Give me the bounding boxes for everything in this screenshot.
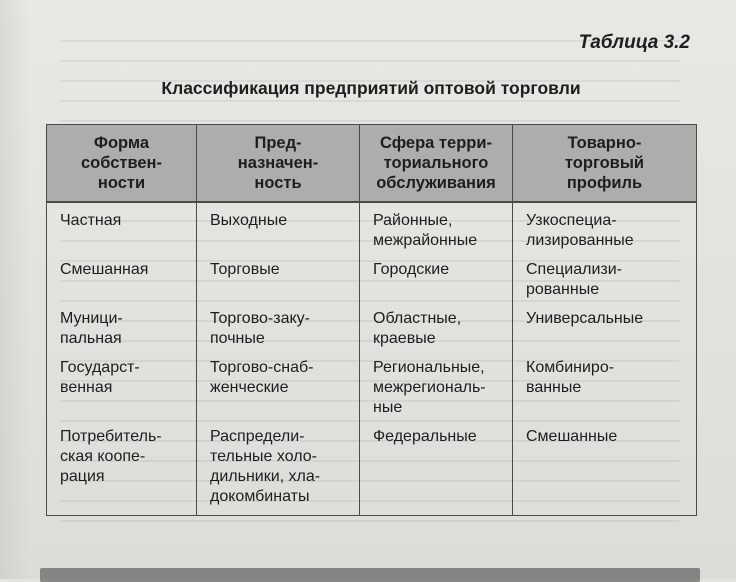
header-ownership (47, 125, 197, 203)
cell-line: Региональные, (373, 359, 485, 376)
header-service-area (360, 125, 513, 203)
header-line: Пред- (254, 134, 302, 152)
cell-line: Узкоспециа- (526, 212, 617, 229)
header-line: ториального (383, 154, 489, 172)
cut-off-text-line (40, 568, 700, 582)
cell-line: Смешанная (60, 261, 149, 278)
table-cell (47, 304, 197, 353)
cell-line: Районные, (373, 212, 453, 229)
table-cell (513, 255, 697, 304)
table-row (47, 202, 697, 255)
cell-line: Распредели- (210, 428, 305, 445)
header-line: ность (254, 174, 302, 192)
cell-line: Государст- (60, 359, 140, 376)
table-row (47, 422, 697, 516)
cell-line: межрегиональ- (373, 379, 486, 396)
classification-table (46, 124, 697, 516)
cell-line: рация (60, 468, 105, 485)
cell-line: Областные, (373, 310, 462, 327)
table-row (47, 304, 697, 353)
header-product-profile (513, 125, 697, 203)
cell-line: докомбинаты (210, 488, 310, 505)
header-row (47, 125, 697, 203)
cell-line: почные (210, 330, 265, 347)
header-line: торговый (564, 154, 645, 172)
cell-line: Городские (373, 261, 450, 278)
cell-line: пальная (60, 330, 122, 347)
cell-line: Смешанные (526, 428, 618, 445)
table-cell (47, 422, 197, 516)
cell-line: Универсальные (526, 310, 644, 327)
cell-line: ская коопе- (60, 448, 146, 465)
cell-line: рованные (526, 281, 600, 298)
header-line: Форма (93, 134, 150, 152)
table-title: Классификация предприятий оптовой торговли (161, 78, 581, 98)
cell-line: ные (373, 399, 403, 416)
table-cell (197, 422, 360, 516)
cell-line: ванные (526, 379, 582, 396)
table-cell (197, 304, 360, 353)
cell-line: женческие (210, 379, 289, 396)
cell-line: межрайонные (373, 232, 478, 249)
table-cell (513, 202, 697, 255)
table-cell (197, 353, 360, 422)
table-cell (513, 304, 697, 353)
header-line: обслуживания (376, 174, 496, 192)
table-cell (47, 255, 197, 304)
cell-line: лизированные (526, 232, 634, 249)
table-cell (197, 255, 360, 304)
table-cell (360, 255, 513, 304)
table-cell (513, 353, 697, 422)
table-cell (360, 304, 513, 353)
cell-line: тельные холо- (210, 448, 317, 465)
cell-line: Торговые (210, 261, 280, 278)
header-purpose (197, 125, 360, 203)
cell-line: Частная (60, 212, 122, 229)
table-cell (47, 202, 197, 255)
header-line: собствен- (80, 154, 163, 172)
cell-line: венная (60, 379, 113, 396)
table-cell (360, 353, 513, 422)
table-cell (513, 422, 697, 516)
table-row (47, 353, 697, 422)
cell-line: краевые (373, 330, 436, 347)
cell-line: Выходные (210, 212, 288, 229)
header-line: назначен- (237, 154, 319, 172)
cell-line: Комбиниро- (526, 359, 615, 376)
cell-line: Муници- (60, 310, 123, 327)
header-line: ности (97, 174, 146, 192)
cell-line: Торгово-снаб- (210, 359, 314, 376)
cell-line: Специализи- (526, 261, 622, 278)
header-line: профиль (566, 174, 643, 192)
table-cell (360, 202, 513, 255)
cell-line: Потребитель- (60, 428, 162, 445)
table-cell (47, 353, 197, 422)
table-caption: Таблица 3.2 (578, 32, 690, 53)
cell-line: дильники, хла- (210, 468, 321, 485)
table-cell (197, 202, 360, 255)
header-line: Товарно- (567, 134, 642, 152)
header-line: Сфера терри- (380, 134, 492, 152)
table-cell (360, 422, 513, 516)
cell-line: Федеральные (373, 428, 477, 445)
cell-line: Торгово-заку- (210, 310, 310, 327)
table-row (47, 255, 697, 304)
